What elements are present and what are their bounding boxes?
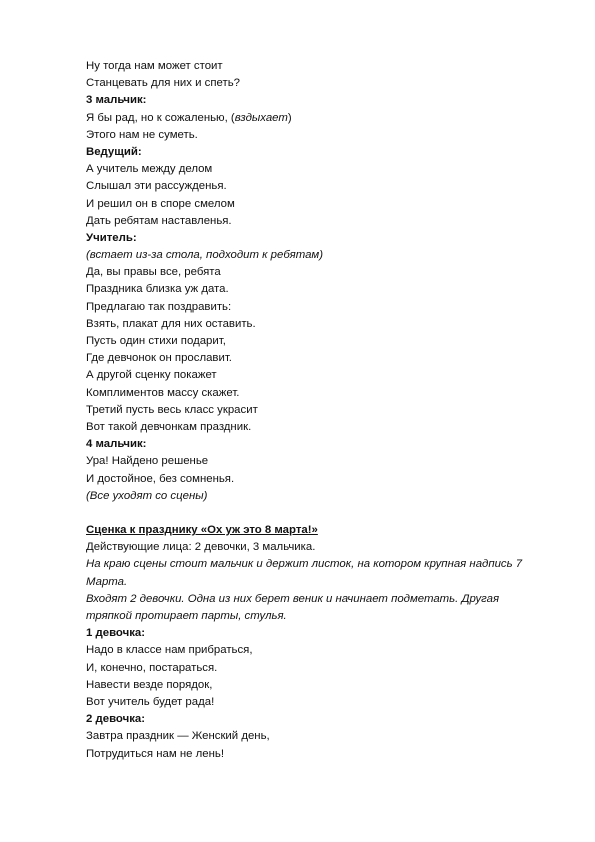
text-segment: ) [287, 111, 292, 124]
text-line: Станцевать для них и спеть? [86, 77, 240, 90]
text-line: Слышал эти рассужденья. [86, 180, 227, 193]
text-line: Взять, плакат для них оставить. [86, 317, 256, 330]
text-line: Вот такой девчонкам праздник. [86, 420, 252, 433]
speaker-label: 1 девочка: [86, 627, 146, 640]
text-line: Завтра праздник — Женский день, [86, 730, 270, 743]
text-line: Надо в классе нам прибраться, [86, 644, 253, 657]
speaker-label: 3 мальчик: [86, 94, 147, 107]
text-line: Этого нам не суметь. [86, 128, 198, 141]
text-line: И достойное, без сомненья. [86, 472, 235, 485]
text-line: Вот учитель будет рада! [86, 695, 215, 708]
text-line: Третий пусть весь класс украсит [86, 403, 258, 416]
scene-heading: Сценка к празднику «Ох уж это 8 марта!» [86, 524, 318, 537]
stage-direction: Входят 2 девочки. Одна из них берет веник и начинает подметать. Другая [86, 592, 500, 605]
text-line: Предлагаю так поздравить: [86, 300, 232, 313]
speaker-label: Ведущий: [86, 145, 142, 158]
speaker-label: 2 девочка: [86, 713, 146, 726]
stage-direction-inline: вздыхает [234, 111, 288, 124]
text-line: А другой сценку покажет [86, 369, 217, 382]
text-line: Где девчонок он прославит. [86, 352, 232, 365]
text-line: А учитель между делом [86, 163, 213, 176]
speaker-label: Учитель: [86, 231, 137, 244]
text-line: Пусть один стихи подарит, [86, 335, 226, 347]
text-line: Да, вы правы все, ребята [86, 266, 221, 279]
stage-direction: (встает из-за стола, подходит к ребятам) [86, 249, 324, 262]
text-line: Комплиментов массу скажет. [86, 386, 240, 399]
text-line: Действующие лица: 2 девочки, 3 мальчика. [86, 541, 316, 554]
speaker-label: 4 мальчик: [86, 438, 147, 451]
text-line: Ура! Найдено решенье [86, 455, 209, 468]
text-line: Ну тогда нам может стоит [86, 60, 223, 72]
text-line: И, конечно, постараться. [86, 661, 218, 674]
document-page [86, 58, 566, 763]
text-line: Навести везде порядок, [86, 678, 213, 691]
text-line: Праздника близка уж дата. [86, 283, 229, 296]
text-line [86, 110, 566, 127]
stage-direction: тряпкой протирает парты, стулья. [86, 610, 287, 622]
blank-line [86, 505, 566, 522]
stage-direction: (Все уходят со сцены) [86, 489, 208, 502]
text-line: Дать ребятам наставленья. [86, 214, 232, 227]
text-line: И решил он в споре смелом [86, 197, 235, 210]
stage-direction: На краю сцены стоит мальчик и держит листок, на котором крупная надпись 7 [86, 558, 523, 571]
text-line: Потрудиться нам не лень! [86, 747, 224, 760]
stage-direction: Марта. [86, 575, 128, 588]
text-segment: Я бы рад, но к сожаленью, ( [86, 111, 235, 124]
